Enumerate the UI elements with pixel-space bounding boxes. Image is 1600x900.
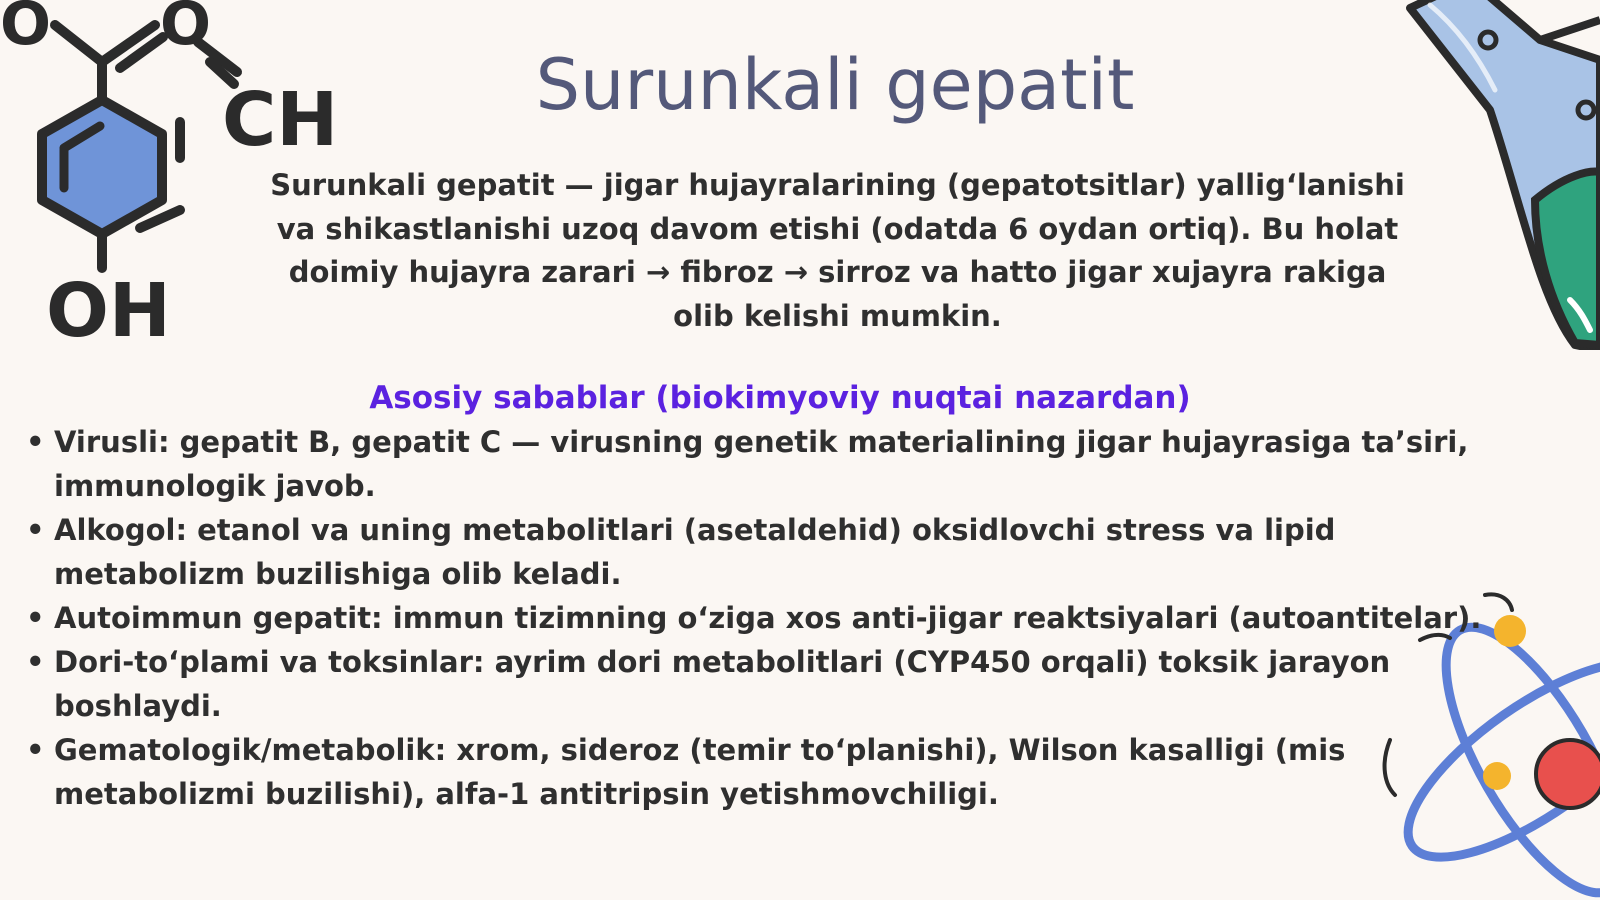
flask-icon [1400,0,1600,350]
causes-heading: Asosiy sabablar (biokimyoviy nuqtai nazardan) [369,380,1191,416]
list-item [22,420,1522,508]
list-item [22,640,1522,728]
list-item [22,596,1522,640]
cause-text: Dori-to‘plami va toksinlar: ayrim dori metabolitlari (CYP450 orqali) toksik jarayon boshlaydi. [54,645,1391,723]
cause-text: Alkogol: etanol va uning metabolitlari (asetaldehid) oksidlovchi stress va lipid metabolizm buzilishiga olib keladi. [54,513,1336,591]
list-item [22,728,1522,816]
bullet-icon: • [26,425,45,459]
bullet-icon: • [26,513,45,547]
bullet-icon: • [26,733,45,767]
bullet-icon: • [26,645,45,679]
atom-label-o-right: O [160,0,212,59]
slide-title: Surunkali gepatit [535,44,1135,126]
intro-paragraph: Surunkali gepatit — jigar hujayralarining (gepatotsitlar) yallig‘lanishi va shikastlanishi uzoq davom etishi (odatda 6 oydan ortiq). Bu holat doimiy hujayra zarari → fibroz → sirroz va hatto jigar xujayra rakiga olib kelishi mumkin. [270,168,1405,333]
causes-list [22,420,1522,816]
cause-text: Gematologik/metabolik: xrom, sideroz (temir to‘planishi), Wilson kasalligi (mis metabolizmi buzilishi), alfa-1 antitripsin yetishmovchiligi. [54,733,1346,811]
list-item [22,508,1522,596]
cause-text: Autoimmun gepatit: immun tizimning o‘ziga xos anti-jigar reaktsiyalari (autoantitelar). [54,601,1482,635]
atom-label-ch: CH [222,77,339,163]
cause-text: Virusli: gepatit B, gepatit C — virusning genetik materialining jigar hujayrasiga ta’siri, immunologik javob. [54,425,1469,503]
atom-label-o-left: O [0,0,52,59]
bullet-icon: • [26,601,45,635]
atom-label-oh: OH [46,268,171,350]
